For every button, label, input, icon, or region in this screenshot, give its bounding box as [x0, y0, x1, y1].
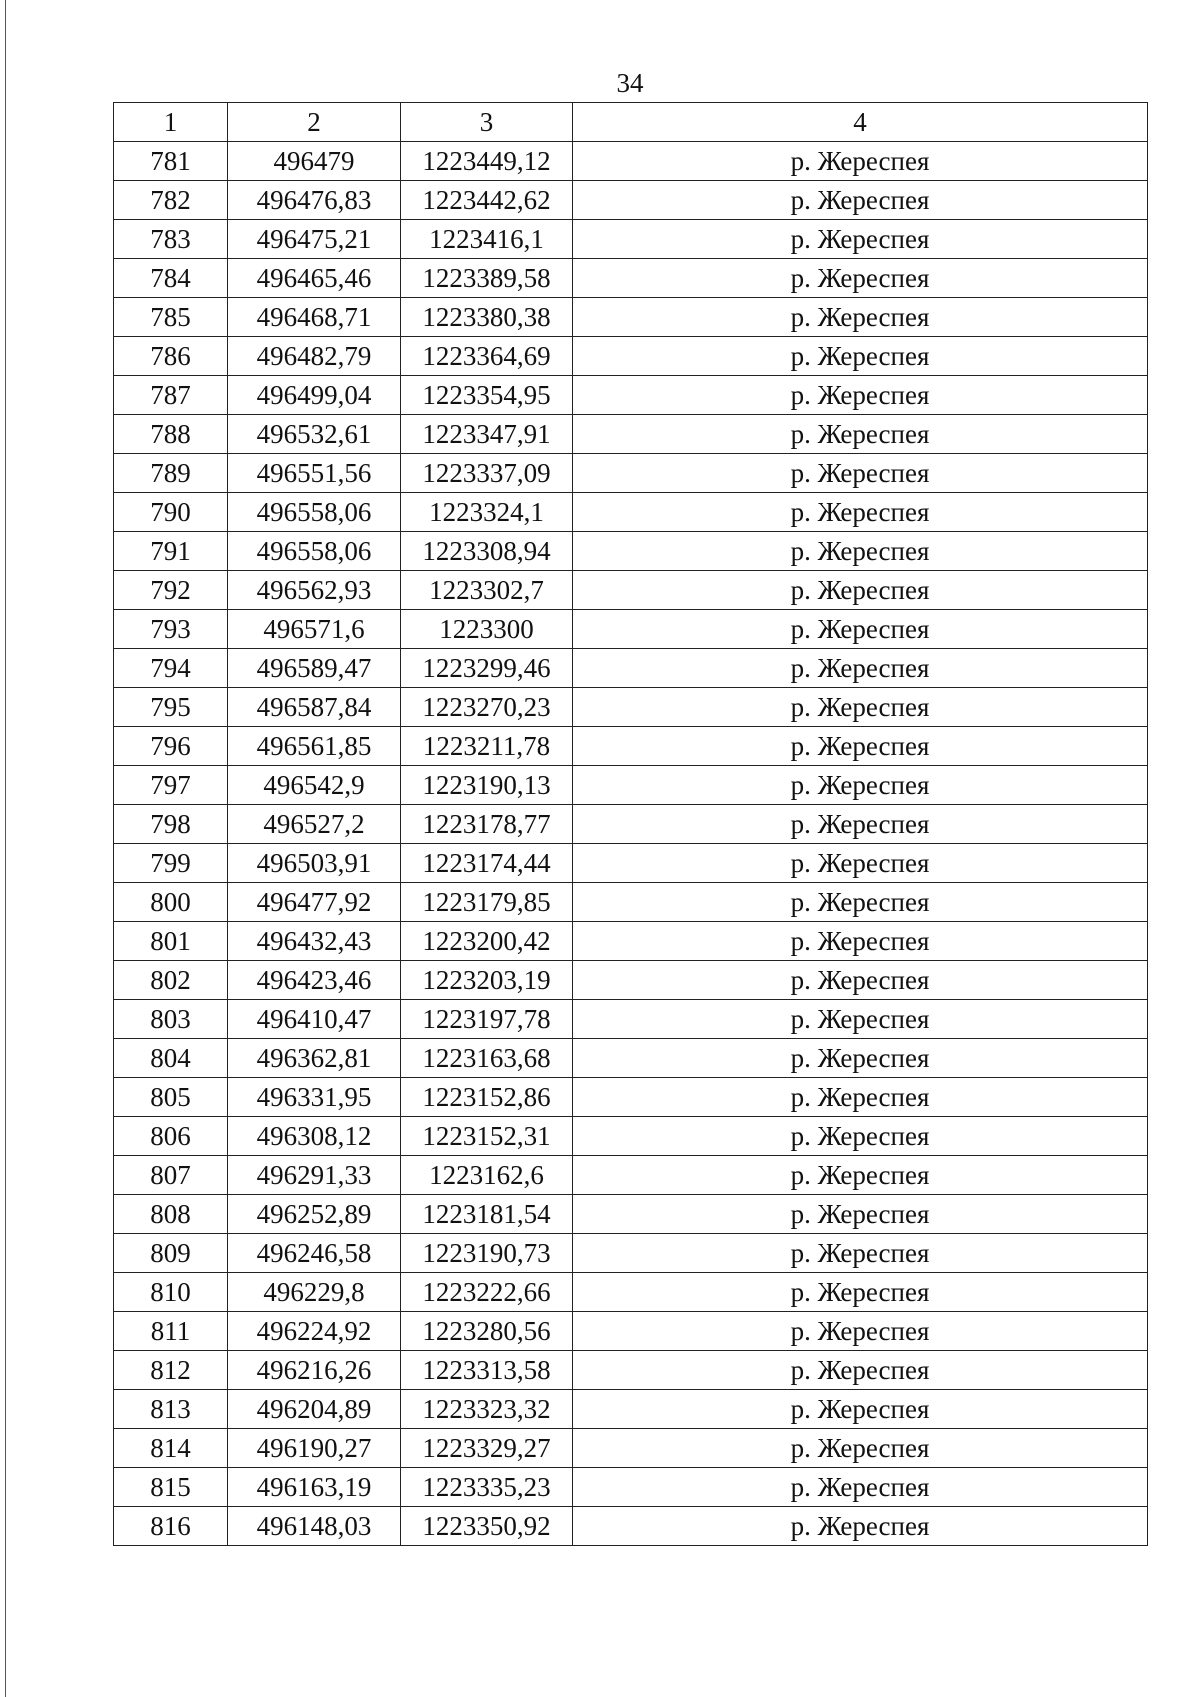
point-number-cell: 802 — [114, 961, 228, 1000]
x-coordinate-cell: 496551,56 — [228, 454, 401, 493]
point-number-cell: 793 — [114, 610, 228, 649]
description-cell: р. Жереспея — [573, 688, 1148, 727]
table-row — [114, 493, 1148, 532]
description-cell: р. Жереспея — [573, 844, 1148, 883]
y-coordinate-cell: 1223174,44 — [401, 844, 573, 883]
x-coordinate-cell: 496163,19 — [228, 1468, 401, 1507]
point-number-cell: 812 — [114, 1351, 228, 1390]
x-coordinate-cell: 496527,2 — [228, 805, 401, 844]
x-coordinate-cell: 496542,9 — [228, 766, 401, 805]
description-cell: р. Жереспея — [573, 961, 1148, 1000]
y-coordinate-cell: 1223449,12 — [401, 142, 573, 181]
description-cell: р. Жереспея — [573, 181, 1148, 220]
x-coordinate-cell: 496216,26 — [228, 1351, 401, 1390]
table-row — [114, 181, 1148, 220]
table-row — [114, 1000, 1148, 1039]
y-coordinate-cell: 1223335,23 — [401, 1468, 573, 1507]
point-number-cell: 797 — [114, 766, 228, 805]
x-coordinate-cell: 496246,58 — [228, 1234, 401, 1273]
point-number-cell: 806 — [114, 1117, 228, 1156]
description-cell: р. Жереспея — [573, 1390, 1148, 1429]
header-col-2: 2 — [228, 103, 401, 142]
x-coordinate-cell: 496331,95 — [228, 1078, 401, 1117]
point-number-cell: 792 — [114, 571, 228, 610]
y-coordinate-cell: 1223329,27 — [401, 1429, 573, 1468]
x-coordinate-cell: 496558,06 — [228, 532, 401, 571]
description-cell: р. Жереспея — [573, 1351, 1148, 1390]
description-cell: р. Жереспея — [573, 415, 1148, 454]
point-number-cell: 811 — [114, 1312, 228, 1351]
description-cell: р. Жереспея — [573, 1156, 1148, 1195]
table-row — [114, 532, 1148, 571]
table-row — [114, 142, 1148, 181]
y-coordinate-cell: 1223299,46 — [401, 649, 573, 688]
y-coordinate-cell: 1223350,92 — [401, 1507, 573, 1546]
point-number-cell: 794 — [114, 649, 228, 688]
header-col-4: 4 — [573, 103, 1148, 142]
description-cell: р. Жереспея — [573, 1312, 1148, 1351]
y-coordinate-cell: 1223308,94 — [401, 532, 573, 571]
point-number-cell: 808 — [114, 1195, 228, 1234]
description-cell: р. Жереспея — [573, 532, 1148, 571]
y-coordinate-cell: 1223302,7 — [401, 571, 573, 610]
table-row — [114, 376, 1148, 415]
y-coordinate-cell: 1223280,56 — [401, 1312, 573, 1351]
point-number-cell: 787 — [114, 376, 228, 415]
y-coordinate-cell: 1223364,69 — [401, 337, 573, 376]
y-coordinate-cell: 1223162,6 — [401, 1156, 573, 1195]
table-row — [114, 337, 1148, 376]
y-coordinate-cell: 1223181,54 — [401, 1195, 573, 1234]
y-coordinate-cell: 1223211,78 — [401, 727, 573, 766]
point-number-cell: 803 — [114, 1000, 228, 1039]
description-cell: р. Жереспея — [573, 805, 1148, 844]
point-number-cell: 810 — [114, 1273, 228, 1312]
x-coordinate-cell: 496479 — [228, 142, 401, 181]
x-coordinate-cell: 496503,91 — [228, 844, 401, 883]
x-coordinate-cell: 496468,71 — [228, 298, 401, 337]
y-coordinate-cell: 1223442,62 — [401, 181, 573, 220]
table-row — [114, 1351, 1148, 1390]
point-number-cell: 813 — [114, 1390, 228, 1429]
description-cell: р. Жереспея — [573, 922, 1148, 961]
y-coordinate-cell: 1223416,1 — [401, 220, 573, 259]
point-number-cell: 804 — [114, 1039, 228, 1078]
table-row — [114, 610, 1148, 649]
point-number-cell: 798 — [114, 805, 228, 844]
table-row — [114, 259, 1148, 298]
point-number-cell: 782 — [114, 181, 228, 220]
y-coordinate-cell: 1223152,31 — [401, 1117, 573, 1156]
x-coordinate-cell: 496229,8 — [228, 1273, 401, 1312]
y-coordinate-cell: 1223203,19 — [401, 961, 573, 1000]
x-coordinate-cell: 496589,47 — [228, 649, 401, 688]
table-row — [114, 220, 1148, 259]
y-coordinate-cell: 1223337,09 — [401, 454, 573, 493]
y-coordinate-cell: 1223190,13 — [401, 766, 573, 805]
table-row — [114, 298, 1148, 337]
table-row — [114, 727, 1148, 766]
page-number: 34 — [616, 68, 644, 98]
point-number-cell: 786 — [114, 337, 228, 376]
margin-rule — [5, 0, 6, 1697]
x-coordinate-cell: 496224,92 — [228, 1312, 401, 1351]
table-row — [114, 1273, 1148, 1312]
table-row — [114, 1195, 1148, 1234]
point-number-cell: 800 — [114, 883, 228, 922]
x-coordinate-cell: 496587,84 — [228, 688, 401, 727]
x-coordinate-cell: 496148,03 — [228, 1507, 401, 1546]
description-cell: р. Жереспея — [573, 454, 1148, 493]
description-cell: р. Жереспея — [573, 610, 1148, 649]
table-row — [114, 688, 1148, 727]
table-row — [114, 883, 1148, 922]
x-coordinate-cell: 496571,6 — [228, 610, 401, 649]
x-coordinate-cell: 496204,89 — [228, 1390, 401, 1429]
table-row — [114, 1234, 1148, 1273]
description-cell: р. Жереспея — [573, 766, 1148, 805]
description-cell: р. Жереспея — [573, 1000, 1148, 1039]
description-cell: р. Жереспея — [573, 883, 1148, 922]
description-cell: р. Жереспея — [573, 220, 1148, 259]
x-coordinate-cell: 496475,21 — [228, 220, 401, 259]
point-number-cell: 814 — [114, 1429, 228, 1468]
y-coordinate-cell: 1223323,32 — [401, 1390, 573, 1429]
y-coordinate-cell: 1223300 — [401, 610, 573, 649]
table-body — [114, 142, 1148, 1546]
point-number-cell: 785 — [114, 298, 228, 337]
y-coordinate-cell: 1223163,68 — [401, 1039, 573, 1078]
description-cell: р. Жереспея — [573, 649, 1148, 688]
x-coordinate-cell: 496465,46 — [228, 259, 401, 298]
x-coordinate-cell: 496561,85 — [228, 727, 401, 766]
y-coordinate-cell: 1223380,38 — [401, 298, 573, 337]
point-number-cell: 815 — [114, 1468, 228, 1507]
x-coordinate-cell: 496532,61 — [228, 415, 401, 454]
table-row — [114, 415, 1148, 454]
table-row — [114, 571, 1148, 610]
table-header-row — [114, 103, 1148, 142]
y-coordinate-cell: 1223313,58 — [401, 1351, 573, 1390]
description-cell: р. Жереспея — [573, 142, 1148, 181]
x-coordinate-cell: 496252,89 — [228, 1195, 401, 1234]
table-row — [114, 454, 1148, 493]
point-number-cell: 790 — [114, 493, 228, 532]
point-number-cell: 795 — [114, 688, 228, 727]
y-coordinate-cell: 1223152,86 — [401, 1078, 573, 1117]
description-cell: р. Жереспея — [573, 727, 1148, 766]
y-coordinate-cell: 1223197,78 — [401, 1000, 573, 1039]
x-coordinate-cell: 496477,92 — [228, 883, 401, 922]
x-coordinate-cell: 496482,79 — [228, 337, 401, 376]
y-coordinate-cell: 1223389,58 — [401, 259, 573, 298]
x-coordinate-cell: 496362,81 — [228, 1039, 401, 1078]
table-row — [114, 1156, 1148, 1195]
point-number-cell: 783 — [114, 220, 228, 259]
description-cell: р. Жереспея — [573, 1507, 1148, 1546]
description-cell: р. Жереспея — [573, 259, 1148, 298]
y-coordinate-cell: 1223324,1 — [401, 493, 573, 532]
table-row — [114, 961, 1148, 1000]
description-cell: р. Жереспея — [573, 1273, 1148, 1312]
x-coordinate-cell: 496432,43 — [228, 922, 401, 961]
table-row — [114, 1507, 1148, 1546]
x-coordinate-cell: 496558,06 — [228, 493, 401, 532]
table-row — [114, 649, 1148, 688]
table-row — [114, 1312, 1148, 1351]
y-coordinate-cell: 1223190,73 — [401, 1234, 573, 1273]
y-coordinate-cell: 1223354,95 — [401, 376, 573, 415]
table-row — [114, 805, 1148, 844]
point-number-cell: 781 — [114, 142, 228, 181]
x-coordinate-cell: 496190,27 — [228, 1429, 401, 1468]
description-cell: р. Жереспея — [573, 1078, 1148, 1117]
y-coordinate-cell: 1223222,66 — [401, 1273, 573, 1312]
point-number-cell: 789 — [114, 454, 228, 493]
description-cell: р. Жереспея — [573, 1117, 1148, 1156]
description-cell: р. Жереспея — [573, 298, 1148, 337]
description-cell: р. Жереспея — [573, 1429, 1148, 1468]
point-number-cell: 809 — [114, 1234, 228, 1273]
x-coordinate-cell: 496308,12 — [228, 1117, 401, 1156]
description-cell: р. Жереспея — [573, 493, 1148, 532]
description-cell: р. Жереспея — [573, 1195, 1148, 1234]
point-number-cell: 816 — [114, 1507, 228, 1546]
description-cell: р. Жереспея — [573, 337, 1148, 376]
table-row — [114, 844, 1148, 883]
description-cell: р. Жереспея — [573, 1234, 1148, 1273]
y-coordinate-cell: 1223178,77 — [401, 805, 573, 844]
table-row — [114, 1117, 1148, 1156]
x-coordinate-cell: 496410,47 — [228, 1000, 401, 1039]
header-col-3: 3 — [401, 103, 573, 142]
y-coordinate-cell: 1223347,91 — [401, 415, 573, 454]
table-row — [114, 766, 1148, 805]
header-col-1: 1 — [114, 103, 228, 142]
point-number-cell: 799 — [114, 844, 228, 883]
table-row — [114, 1039, 1148, 1078]
y-coordinate-cell: 1223270,23 — [401, 688, 573, 727]
table-row — [114, 1390, 1148, 1429]
x-coordinate-cell: 496562,93 — [228, 571, 401, 610]
table-row — [114, 922, 1148, 961]
coordinates-table — [113, 102, 1148, 1546]
point-number-cell: 805 — [114, 1078, 228, 1117]
x-coordinate-cell: 496423,46 — [228, 961, 401, 1000]
table-row — [114, 1429, 1148, 1468]
x-coordinate-cell: 496476,83 — [228, 181, 401, 220]
y-coordinate-cell: 1223179,85 — [401, 883, 573, 922]
point-number-cell: 784 — [114, 259, 228, 298]
point-number-cell: 796 — [114, 727, 228, 766]
point-number-cell: 788 — [114, 415, 228, 454]
x-coordinate-cell: 496499,04 — [228, 376, 401, 415]
description-cell: р. Жереспея — [573, 1039, 1148, 1078]
y-coordinate-cell: 1223200,42 — [401, 922, 573, 961]
x-coordinate-cell: 496291,33 — [228, 1156, 401, 1195]
point-number-cell: 801 — [114, 922, 228, 961]
table-row — [114, 1078, 1148, 1117]
point-number-cell: 807 — [114, 1156, 228, 1195]
table-row — [114, 1468, 1148, 1507]
description-cell: р. Жереспея — [573, 1468, 1148, 1507]
description-cell: р. Жереспея — [573, 571, 1148, 610]
description-cell: р. Жереспея — [573, 376, 1148, 415]
point-number-cell: 791 — [114, 532, 228, 571]
